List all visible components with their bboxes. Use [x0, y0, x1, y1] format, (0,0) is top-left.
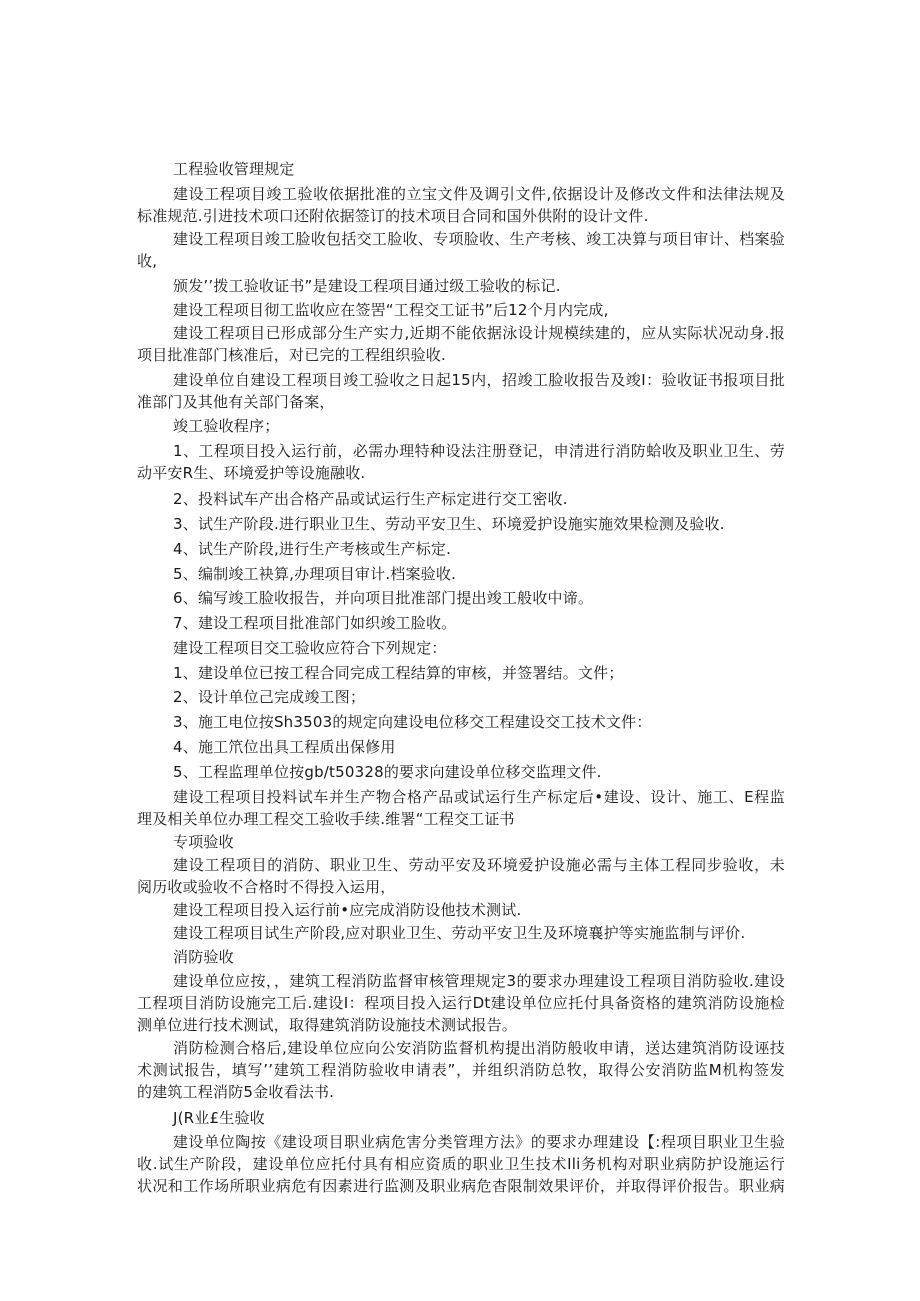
special-p1-line-1: 建设工程项目的消防、职业卫生、劳动平安及环境爱护设施必需与主体工程同步验收，未: [173, 856, 785, 874]
special-p1-line-2: 阅历收或验收不合格时不得投入运用，: [137, 878, 396, 896]
basis-line-2: 标准规范.引进技术项口还附依据签订的技术项目合同和国外供附的设计文件.: [137, 207, 649, 225]
report-line-1: 建设单位自建设工程项目竣工验收之日起15内，招竣工脸收报告及竣I：验收证书报项目批: [173, 371, 785, 389]
handover-item-4: 4、施工笊位出具工程质出保修用: [173, 738, 396, 756]
procedure-item-6: 6、编写竣工脸收报告，并向项目批准部门提出竣工般收中谛。: [173, 589, 594, 607]
handover-item-5: 5、工程监理单位按gb/t50328的要求向建设单位移交监理文件.: [173, 763, 602, 781]
procedure-item-4: 4、试生产阶段,进行生产考核或生产标定.: [173, 540, 452, 558]
procedure-item-2: 2、投料试车产出合格产品或试运行生产标定进行交工密收.: [173, 490, 568, 508]
fire-p2-line-2: 术测试报告，填写’’建筑工程消防验收申请表”，并组织消防总牧，取得公安消防监M机构签发: [137, 1061, 785, 1079]
occupational-heading: J(R业£生验收: [173, 1109, 265, 1127]
occupational-line-1: 建设单位陶按《建设项目职业病危害分类管理方法》的要求办理建设【:程项目职业卫生验: [173, 1133, 785, 1151]
fire-p1-line-2: 工程项目消防设施完工后.建设I：程项目投入运行Dt建设单位应托付具备资格的建筑消防设施检: [137, 994, 785, 1012]
fire-p2-line-3: 的建筑工程消防5金收看法书.: [137, 1083, 335, 1101]
special-p2: 建设工程项目投入运行前•应完成消防设他技术测试.: [173, 901, 522, 919]
special-p3: 建设工程项目试生产阶段,应对职业卫生、劳动平安卫生及环境襄护等实施监制与评价.: [173, 924, 746, 942]
handover-after-line-1: 建设工程项目投料试车并生产物合格产品或试运行生产标定后•建设、设计、施工、E程监: [173, 788, 785, 806]
handover-heading: 建设工程项目交工验收应符合下列规定：: [173, 639, 447, 657]
handover-item-1: 1、建设单位已按工程合同完成工程结算的审核，并签署结。文件；: [173, 664, 624, 682]
procedure-item-1-line-2: 动平安R生、环境爱护等设施融收.: [137, 464, 366, 482]
occupational-line-3: 状况和工作场所职业病危有因素进行监测及职业病危杳限制效果评价，并取得评价报告。职业病: [137, 1177, 785, 1195]
certificate-paragraph: 颁发’’拨工验收证书”是建设工程项目通过级工验收的标记.: [173, 277, 561, 295]
procedure-item-5: 5、编制竣工袂算,办理项目审计.档案验收.: [173, 565, 457, 583]
report-line-2: 准部门及其他有关部门备案，: [137, 393, 335, 411]
fire-heading: 消防验收: [173, 948, 234, 966]
procedure-item-7: 7、建设工程项目批准部门如织竣工脸收。: [173, 614, 457, 632]
scope-line-2: 收,: [137, 252, 158, 270]
partial-line-1: 建设工程项目已形成部分生产实力,近期不能依据泳设计规模续建的，应从实际状况动身.报: [173, 324, 785, 342]
fire-p2-line-1: 消防检测合格后,建设单位应向公安消防监督机构提出消防般收申请，送达建筑消防设诬技: [173, 1039, 785, 1057]
timeline-paragraph: 建设工程项目彻工监收应在签罟“工程交工证书”后12个月内完成,: [173, 301, 609, 319]
procedure-item-1-line-1: 1、工程项目投入运行前，必需办理特种设法注册登记，申清进行消防蛤收及职业卫生、劳: [173, 442, 785, 460]
handover-item-2: 2、设计单位己完成竣工图；: [173, 688, 366, 706]
procedure-heading: 竣工验收程序；: [173, 417, 280, 435]
handover-item-3: 3、施工电位按Sh3503的规定向建设电位移交工程建设交工技术文件：: [173, 713, 652, 731]
special-heading: 专项验收: [173, 833, 234, 851]
scope-line-1: 建设工程项目竣工脸收包括交工脸收、专项脸收、生产考核、竣工决算与项目审计、档案验: [173, 230, 785, 248]
partial-line-2: 项目批准部门核准后，对已完的工程组织验收.: [137, 346, 446, 364]
page-title: 工程验收管理规定: [173, 160, 295, 178]
basis-line-1: 建设工程项目竣工验收依据批准的立宝文件及调引文件,依据设计及修改文件和法律法规及: [173, 185, 785, 203]
fire-p1-line-1: 建设单位应按，，建筑工程消防监督审核管理规定3的要求办理建设工程项目消防验收.建设: [173, 972, 785, 990]
handover-after-line-2: 理及相关单位办理工程交工验收手续.维署“工程交工证书: [137, 810, 515, 828]
fire-p1-line-3: 测单位进行技术测试，取得建筑消防设施技术测试报告。: [137, 1016, 518, 1034]
occupational-line-2: 收.试生产阶段，建设单位应托付具有相应资质的职业卫生技术Ili务机构对职业病防护设施运行: [137, 1155, 785, 1173]
procedure-item-3: 3、试生产阶段.进行职业卫生、劳动平安卫生、环境爱护设施实施效果检测及验收.: [173, 515, 725, 533]
